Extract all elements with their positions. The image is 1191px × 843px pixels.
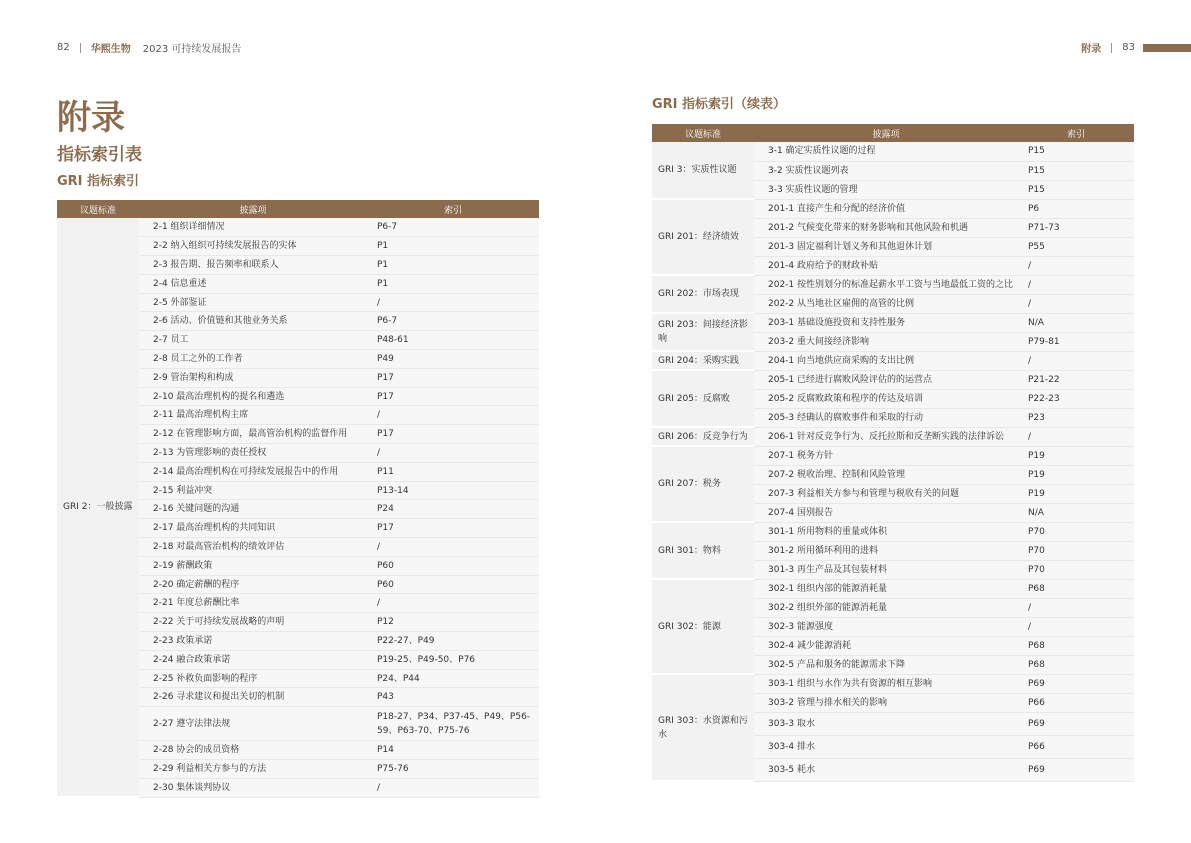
page-title: 附录 (57, 98, 125, 138)
disclosure-cell: 2-13 为管理影响的责任授权 (139, 444, 367, 463)
standard-cell: GRI 202：市场表现 (652, 275, 754, 313)
index-cell: P17 (367, 368, 539, 387)
index-cell: N/A (1018, 503, 1134, 522)
standard-cell: GRI 302：能源 (652, 579, 754, 674)
index-cell: P17 (367, 425, 539, 444)
disclosure-cell: 2-17 最高治理机构的共同知识 (139, 519, 367, 538)
header-standard: 议题标准 (57, 200, 139, 218)
disclosure-cell: 204-1 向当地供应商采购的支出比例 (754, 351, 1018, 370)
index-cell: P68 (1018, 655, 1134, 674)
index-cell: P19 (1018, 465, 1134, 484)
index-cell: P66 (1018, 693, 1134, 712)
disclosure-cell: 2-21 年度总薪酬比率 (139, 594, 367, 613)
index-cell: P13-14 (367, 481, 539, 500)
disclosure-cell: 303-5 耗水 (754, 758, 1018, 781)
disclosure-cell: 3-2 实质性议题列表 (754, 161, 1018, 180)
disclosure-cell: 201-4 政府给予的财政补贴 (754, 256, 1018, 275)
index-cell: P55 (1018, 237, 1134, 256)
standard-cell: GRI 206：反竞争行为 (652, 427, 754, 446)
index-cell: P14 (367, 741, 539, 760)
table-row (652, 579, 1134, 598)
index-cell: P79-81 (1018, 332, 1134, 351)
index-cell: P68 (1018, 579, 1134, 598)
section-title: 指标索引表 (57, 145, 142, 165)
index-cell: P1 (367, 256, 539, 275)
disclosure-cell: 2-30 集体谈判协议 (139, 778, 367, 797)
index-cell: P22-27、P49 (367, 632, 539, 651)
index-cell: P19 (1018, 446, 1134, 465)
disclosure-cell: 2-3 报告期、报告频率和联系人 (139, 256, 367, 275)
disclosure-cell: 207-1 税务方针 (754, 446, 1018, 465)
index-cell: P69 (1018, 758, 1134, 781)
table-row (652, 674, 1134, 693)
index-cell: P17 (367, 519, 539, 538)
index-cell: P19 (1018, 484, 1134, 503)
index-cell: / (367, 594, 539, 613)
disclosure-cell: 2-18 对最高管治机构的绩效评估 (139, 538, 367, 557)
disclosure-cell: 202-2 从当地社区雇佣的高管的比例 (754, 294, 1018, 313)
disclosure-cell: 302-2 组织外部的能源消耗量 (754, 598, 1018, 617)
disclosure-cell: 203-2 重大间接经济影响 (754, 332, 1018, 351)
gri-index-table-left (57, 200, 539, 798)
disclosure-cell: 3-1 确定实质性议题的过程 (754, 142, 1018, 161)
table-row (652, 275, 1134, 294)
disclosure-cell: 2-6 活动、价值链和其他业务关系 (139, 312, 367, 331)
disclosure-cell: 2-29 利益相关方参与的方法 (139, 760, 367, 779)
disclosure-cell: 205-1 已经进行腐败风险评估的的运营点 (754, 370, 1018, 389)
table-row (652, 142, 1134, 161)
table-row (57, 218, 539, 237)
disclosure-cell: 301-3 再生产品及其包装材料 (754, 560, 1018, 579)
disclosure-cell: 2-10 最高治理机构的提名和遴选 (139, 387, 367, 406)
disclosure-cell: 205-3 经确认的腐败事件和采取的行动 (754, 408, 1018, 427)
disclosure-cell: 2-24 融合政策承诺 (139, 650, 367, 669)
left-page-number: 82 (57, 42, 70, 53)
standard-cell: GRI 207：税务 (652, 446, 754, 522)
index-cell: P17 (367, 387, 539, 406)
standard-cell: GRI 303：水资源和污水 (652, 674, 754, 781)
disclosure-cell: 2-16 关键问题的沟通 (139, 500, 367, 519)
index-cell: P11 (367, 462, 539, 481)
disclosure-cell: 201-1 直接产生和分配的经济价值 (754, 199, 1018, 218)
index-cell: P60 (367, 556, 539, 575)
disclosure-cell: 303-4 排水 (754, 735, 1018, 758)
header-index: 索引 (367, 200, 539, 218)
page-header-right (1081, 40, 1191, 55)
disclosure-cell: 3-3 实质性议题的管理 (754, 180, 1018, 199)
index-cell: P18-27、P34、P37-45、P49、P56-59、P63-70、P75-76 (367, 707, 539, 741)
index-cell: P49 (367, 350, 539, 369)
standard-cell: GRI 301：物料 (652, 522, 754, 579)
index-cell: P1 (367, 274, 539, 293)
index-cell: P6 (1018, 199, 1134, 218)
disclosure-cell: 303-2 管理与排水相关的影响 (754, 693, 1018, 712)
index-cell: P15 (1018, 142, 1134, 161)
index-cell: P23 (1018, 408, 1134, 427)
table-row (652, 313, 1134, 332)
index-cell: P60 (367, 575, 539, 594)
disclosure-cell: 2-25 补救负面影响的程序 (139, 669, 367, 688)
disclosure-cell: 302-1 组织内部的能源消耗量 (754, 579, 1018, 598)
index-cell: / (1018, 351, 1134, 370)
index-cell: P22-23 (1018, 389, 1134, 408)
disclosure-cell: 2-23 政策承诺 (139, 632, 367, 651)
gri-index-table-right (652, 124, 1134, 782)
index-cell: P66 (1018, 735, 1134, 758)
disclosure-cell: 2-2 纳入组织可持续发展报告的实体 (139, 237, 367, 256)
index-cell: P12 (367, 613, 539, 632)
disclosure-cell: 2-15 利益冲突 (139, 481, 367, 500)
index-cell: / (1018, 294, 1134, 313)
table-row (652, 199, 1134, 218)
standard-cell: GRI 205：反腐败 (652, 370, 754, 427)
index-cell: / (1018, 598, 1134, 617)
report-title: 2023 可持续发展报告 (142, 44, 242, 55)
disclosure-cell: 207-3 利益相关方参与和管理与税收有关的问题 (754, 484, 1018, 503)
index-cell: P1 (367, 237, 539, 256)
index-cell: / (1018, 256, 1134, 275)
index-cell: P69 (1018, 712, 1134, 735)
disclosure-cell: 2-12 在管理影响方面，最高管治机构的监督作用 (139, 425, 367, 444)
disclosure-cell: 302-4 减少能源消耗 (754, 636, 1018, 655)
index-cell: / (367, 406, 539, 425)
index-cell: / (367, 778, 539, 797)
disclosure-cell: 201-2 气候变化带来的财务影响和其他风险和机遇 (754, 218, 1018, 237)
disclosure-cell: 2-1 组织详细情况 (139, 218, 367, 237)
standard-cell: GRI 3：实质性议题 (652, 142, 754, 199)
disclosure-cell: 2-8 员工之外的工作者 (139, 350, 367, 369)
index-cell: P70 (1018, 541, 1134, 560)
disclosure-cell: 202-1 按性别划分的标准起薪水平工资与当地最低工资的之比 (754, 275, 1018, 294)
table-row (652, 446, 1134, 465)
table-header-row (652, 124, 1134, 142)
index-cell: P43 (367, 688, 539, 707)
disclosure-cell: 207-2 税收治理、控制和风险管理 (754, 465, 1018, 484)
header-disclosure: 披露项 (139, 200, 367, 218)
disclosure-cell: 2-28 协会的成员资格 (139, 741, 367, 760)
index-cell: P6-7 (367, 218, 539, 237)
index-cell: P69 (1018, 674, 1134, 693)
index-cell: P24 (367, 500, 539, 519)
disclosure-cell: 206-1 针对反竞争行为、反托拉斯和反垄断实践的法律诉讼 (754, 427, 1018, 446)
disclosure-cell: 2-7 员工 (139, 331, 367, 350)
table-row (652, 351, 1134, 370)
standard-cell: GRI 2：一般披露 (57, 218, 139, 797)
index-cell: / (367, 538, 539, 557)
disclosure-cell: 2-14 最高治理机构在可持续发展报告中的作用 (139, 462, 367, 481)
index-cell: P70 (1018, 522, 1134, 541)
table-header-row (57, 200, 539, 218)
index-cell: P71-73 (1018, 218, 1134, 237)
disclosure-cell: 201-3 固定福利计划义务和其他退休计划 (754, 237, 1018, 256)
standard-cell: GRI 203：间接经济影响 (652, 313, 754, 351)
disclosure-cell: 2-26 寻求建议和提出关切的机制 (139, 688, 367, 707)
index-cell: / (1018, 617, 1134, 636)
index-cell: P48-61 (367, 331, 539, 350)
disclosure-cell: 203-1 基础设施投资和支持性服务 (754, 313, 1018, 332)
disclosure-cell: 2-9 管治架构和构成 (139, 368, 367, 387)
table-row (652, 522, 1134, 541)
page-header-left (57, 40, 241, 55)
disclosure-cell: 205-2 反腐败政策和程序的传达及培训 (754, 389, 1018, 408)
disclosure-cell: 302-3 能源强度 (754, 617, 1018, 636)
index-cell: P75-76 (367, 760, 539, 779)
disclosure-cell: 2-20 确定薪酬的程序 (139, 575, 367, 594)
header-divider (80, 43, 81, 53)
disclosure-cell: 303-3 取水 (754, 712, 1018, 735)
right-page-number: 83 (1122, 42, 1135, 53)
index-cell: N/A (1018, 313, 1134, 332)
disclosure-cell: 302-5 产品和服务的能源需求下降 (754, 655, 1018, 674)
index-cell: P15 (1018, 161, 1134, 180)
disclosure-cell: 2-4 信息重述 (139, 274, 367, 293)
table-row (652, 427, 1134, 446)
index-cell: P19-25、P49-50、P76 (367, 650, 539, 669)
index-cell: P6-7 (367, 312, 539, 331)
index-cell: P15 (1018, 180, 1134, 199)
index-cell: / (367, 293, 539, 312)
header-index: 索引 (1018, 124, 1134, 142)
index-cell: P68 (1018, 636, 1134, 655)
disclosure-cell: 301-1 所用物料的重量或体积 (754, 522, 1018, 541)
header-divider (1111, 43, 1112, 53)
table-row (652, 370, 1134, 389)
disclosure-cell: 301-2 所用循环利用的进料 (754, 541, 1018, 560)
standard-cell: GRI 201：经济绩效 (652, 199, 754, 275)
disclosure-cell: 2-5 外部鉴证 (139, 293, 367, 312)
header-accent-bar (1143, 44, 1191, 52)
index-cell: P24、P44 (367, 669, 539, 688)
disclosure-cell: 2-11 最高治理机构主席 (139, 406, 367, 425)
company-name: 华熙生物 (90, 44, 131, 55)
index-cell: P21-22 (1018, 370, 1134, 389)
table-title: GRI 指标索引 (57, 174, 140, 189)
disclosure-cell: 2-27 遵守法律法规 (139, 707, 367, 741)
disclosure-cell: 2-19 薪酬政策 (139, 556, 367, 575)
disclosure-cell: 2-22 关于可持续发展战略的声明 (139, 613, 367, 632)
index-cell: P70 (1018, 560, 1134, 579)
table-title-continued: GRI 指标索引（续表） (652, 97, 787, 112)
header-standard: 议题标准 (652, 124, 754, 142)
index-cell: / (1018, 427, 1134, 446)
index-cell: / (1018, 275, 1134, 294)
disclosure-cell: 207-4 国别报告 (754, 503, 1018, 522)
index-cell: / (367, 444, 539, 463)
standard-cell: GRI 204：采购实践 (652, 351, 754, 370)
header-disclosure: 披露项 (754, 124, 1018, 142)
section-name: 附录 (1081, 44, 1102, 55)
disclosure-cell: 303-1 组织与水作为共有资源的相互影响 (754, 674, 1018, 693)
